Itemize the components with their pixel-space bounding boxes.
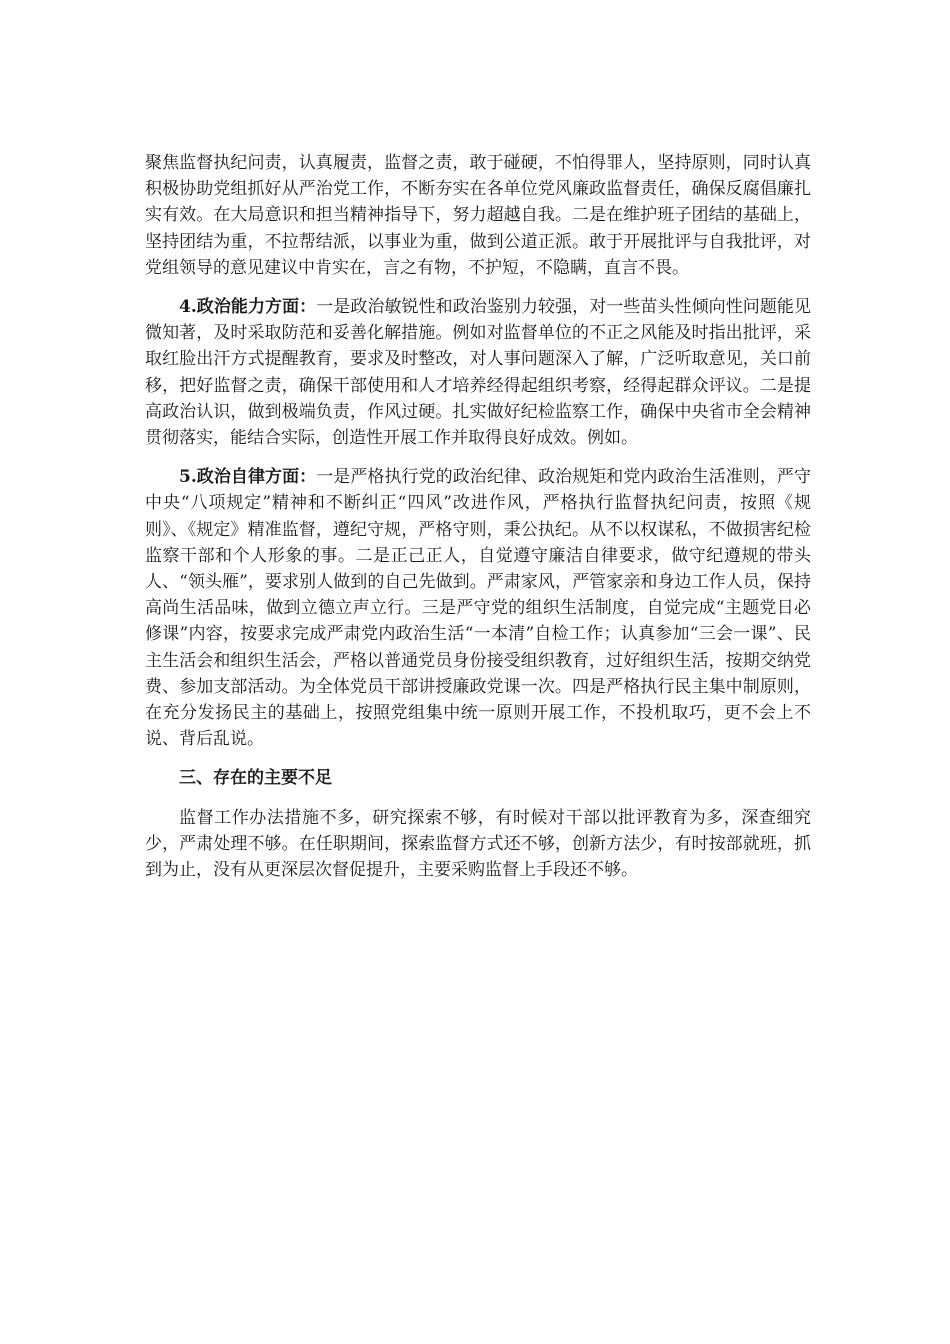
- paragraph-continued: 聚焦监督执纪问责，认真履责，监督之责，敢于碰硬，不怕得罪人，坚持原则，同时认真积极协助党组抓好从严治党工作，不断夯实在各单位党风廉政监督责任，确保反腐倡廉扎实有效。在大局意识和担当精神指导下，努力超越自我。二是在维护班子团结的基础上，坚持团结为重，不拉帮结派，以事业为重，做到公道正派。敢于开展批评与自我批评，对党组领导的意见建议中肯实在，言之有物，不护短，不隐瞒，直言不畏。: [145, 153, 811, 278]
- section-lead-political-self-discipline: 5.政治自律方面：: [179, 467, 317, 488]
- paragraph-political-ability: [145, 294, 811, 451]
- document-page: [145, 150, 811, 883]
- paragraph-political-self-discipline: [145, 464, 811, 752]
- section-heading-shortcomings: 三、存在的主要不足: [179, 768, 332, 789]
- section-lead-political-ability: 4.政治能力方面：: [179, 297, 317, 318]
- paragraph-body: 一是严格执行党的政治纪律、政治规矩和党内政治生活准则，严守中央“八项规定”精神和不断纠正“四风”改进作风，严格执行监督执纪问责，按照《规则》、《规定》精准监督，遵纪守规，严格守则，秉公执纪。从不以权谋私，不做损害纪检监察干部和个人形象的事。二是正己正人，自觉遵守廉洁自律要求，做守纪遵规的带头人、“领头雁”，要求别人做到的自己先做到。严肃家风，严管家亲和身边工作人员，保持高尚生活品味，做到立德立声立行。三是严守党的组织生活制度，自觉完成“主题党日必修课”内容，按要求完成严肃党内政治生活“一本清”自检工作；认真参加“三会一课”、民主生活会和组织生活会，严格以普通党员身份接受组织教育，过好组织生活，按期交纳党费、参加支部活动。为全体党员干部讲授廉政党课一次。四是严格执行民主集中制原则，在充分发扬民主的基础上，按照党组集中统一原则开展工作，不投机取巧，更不会上不说、背后乱说。: [145, 467, 811, 750]
- paragraph-shortcomings: 监督工作办法措施不多，研究探索不够，有时候对干部以批评教育为多，深查细究少，严肃处理不够。在任职期间，探索监督方式还不够，创新方法少，有时按部就班，抓到为止，没有从更深层次督促提升，主要采购监督上手段还不够。: [145, 807, 811, 881]
- paragraph-body: 一是政治敏锐性和政治鉴别力较强，对一些苗头性倾向性问题能见微知著，及时采取防范和妥善化解措施。例如对监督单位的不正之风能及时指出批评，采取红脸出汗方式提醒教育，要求及时整改，对人事问题深入了解，广泛听取意见，关口前移，把好监督之责，确保干部使用和人才培养经得起组织考察，经得起群众评议。二是提高政治认识，做到极端负责，作风过硬。扎实做好纪检监察工作，确保中央省市全会精神贯彻落实，能结合实际，创造性开展工作并取得良好成效。例如。: [145, 297, 811, 449]
